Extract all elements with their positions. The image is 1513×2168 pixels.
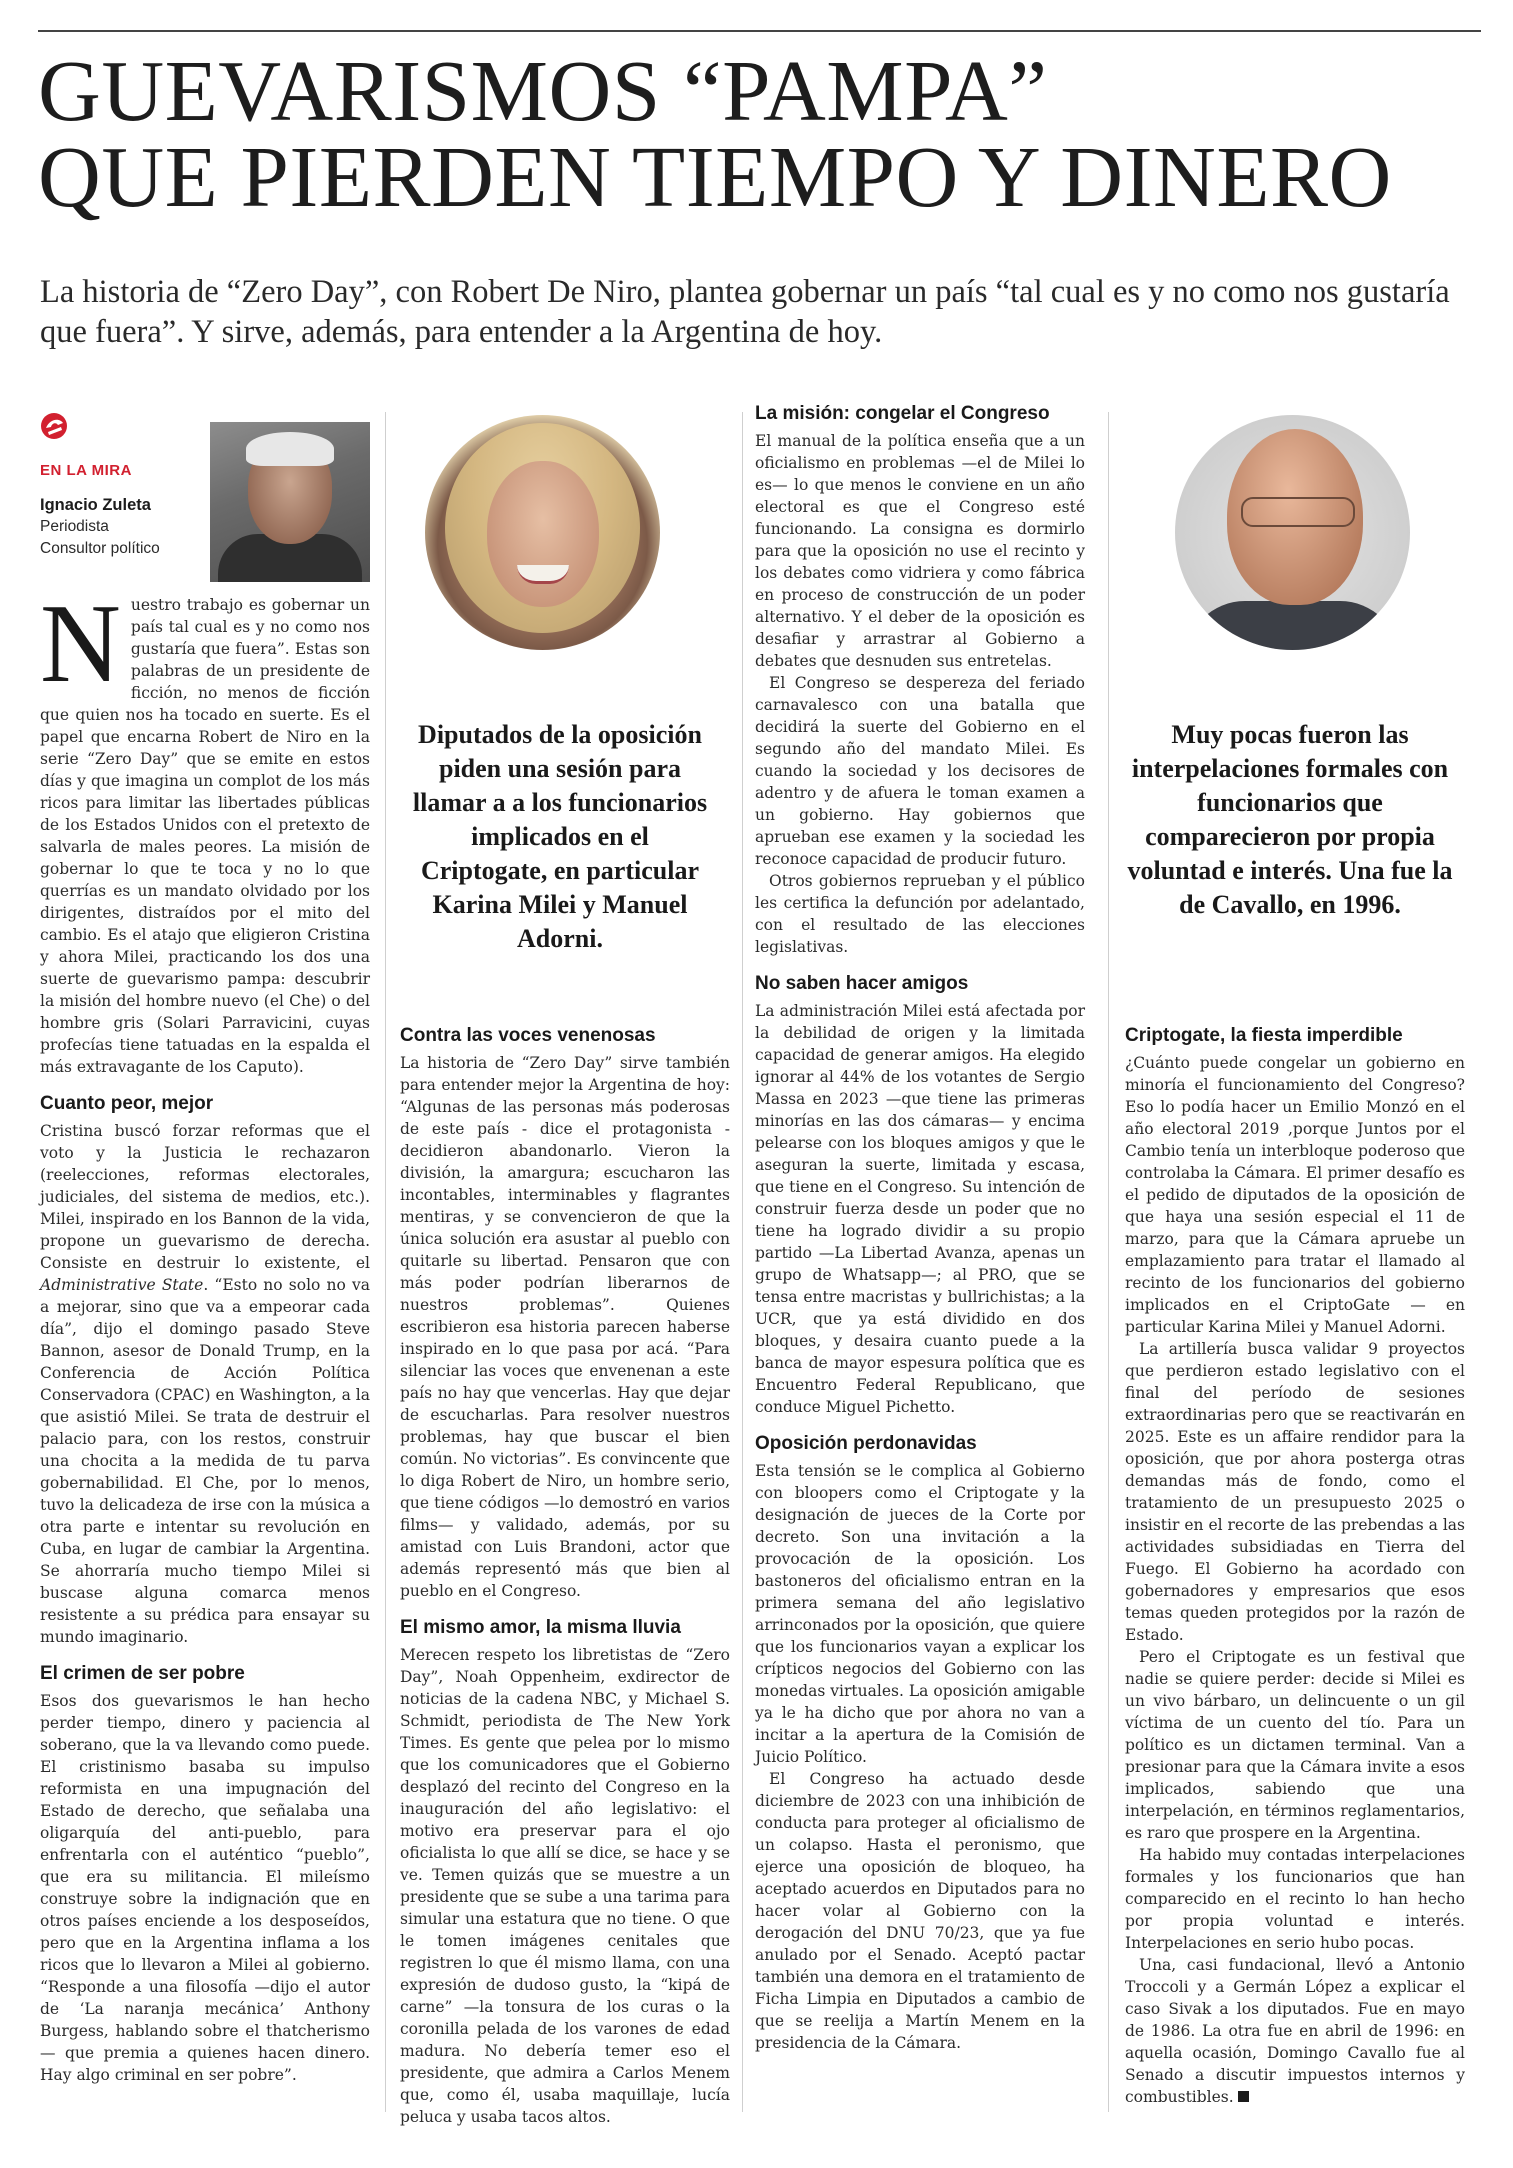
column-divider xyxy=(1108,412,1109,2112)
subhead: Cuanto peor, mejor xyxy=(40,1093,214,1114)
subhead: El mismo amor, la misma lluvia xyxy=(400,1617,681,1638)
body-paragraph: La artillería busca validar 9 proyectos que perdieron estado legislativo con el final del período de sesiones extraordinarias pero que se reactivarán en 2025. Este es un affaire rendidor para la oposición, que por ahora posterga otras demandas más de fondo, como el tratamiento de un presupuesto 2025 o insistir en el recorte de las prebendas a las actividades subsidiadas en Tierra del Fuego. El Gobierno ha acordado con gobernadores y empresarios que esos temas queden protegidos por la razón de Estado. xyxy=(1125,1340,1465,1644)
subhead: El crimen de ser pobre xyxy=(40,1663,245,1684)
body-paragraph: Esta tensión se le complica al Gobierno con bloopers como el Criptogate y la designación de jueces de la Corte por decreto. Son una invitación a la provocación de la oposición. Los bastoneros del oficialismo entran en la primera semana del año legislativo arrinconados por la oposición, que quiere que los funcionarios vayan a explicar los crípticos negocios del Gobierno con las monedas virtuales. La oposición amigable ya le ha dicho que por ahora no van a incitar a la apertura de la Comisión de Juicio Político. xyxy=(755,1462,1085,1766)
pullquote: Muy pocas fueron las interpelaciones formales con funcionarios que comparecieron por propia voluntad e interés. Una fue la de Cavallo, en 1996. xyxy=(1127,720,1453,919)
end-mark xyxy=(1238,2091,1249,2102)
headline xyxy=(38,42,1478,225)
lead-paragraph: Nuestro trabajo es gobernar un país tal cual es y no como nos gustaría que fuera”. Estas son palabras de un presidente de ficción, no menos de ficción que quien nos ha tocado en suerte. Es el papel que encarna Robert de Niro en la serie “Zero Day” que se emite en estos días y que imagina un complot de los más ricos para limitar las libertades públicas de los Estados Unidos con el pretexto de salvarla de males peores. La misión de gobernar lo que te toca y no lo que querrías es un mandato olvidado por los dirigentes, distraídos por el mito del cambio. Es el atajo que eligieron Cristina y ahora Milei, practicando los dos una suerte de guevarismo pampa: descubrir la misión del hombre nuevo (el Che) o del hombre gris (Solari Parravicini, cuyas profecías tiene tatuadas en la espalda el más extravagante de los Caputo). xyxy=(40,582,370,1076)
dropcap: N xyxy=(40,582,121,706)
body-paragraph: El Congreso ha actuado desde diciembre de 2023 con una inhibición de conducta para proteger al oficialismo de un colapso. Hasta el peronismo, que ejerce una oposición de bloqueo, ha aceptado acuerdos en Diputados para no hacer volar al Gobierno con la derogación del DNU 70/23, que ya fue anulado por el Senado. Aceptó pactar también una demora en el tratamiento de Ficha Limpia en Diputados a cambio de que se reelija a Martín Menem en la presidencia de la Cámara. xyxy=(755,1770,1085,2052)
body-paragraph: Otros gobiernos reprueban y el público les certifica la defunción por adelantado, con el resultado de las elecciones legislativas. xyxy=(755,872,1085,956)
headline-line-1: GUEVARISMOS “PAMPA” xyxy=(38,42,1048,139)
body-paragraph: ¿Cuánto puede congelar un gobierno en minoría el funcionamiento del Congreso? Eso lo podía hacer un Emilio Monzó en el año electoral 2019 ,porque Juntos por el Cambio tenía un interbloque poderoso que controlaba la Cámara. El primer desafío es el pedido de diputados de la oposición de que haya una sesión especial el 11 de marzo, para que la Cámara apruebe un emplazamiento para tratar el llamado al recinto de los funcionarios del gobierno implicados en el CriptoGate — en particular Karina Milei y Manuel Adorni. xyxy=(1125,1054,1465,1336)
clarin-logo-icon xyxy=(40,412,68,440)
headline-line-2: QUE PIERDEN TIEMPO Y DINERO xyxy=(38,128,1392,225)
deck: La historia de “Zero Day”, con Robert De Niro, plantea gobernar un país “tal cual es y no como nos gustaría que fuera”. Y sirve, además, para entender a la Argentina de hoy. xyxy=(40,274,1450,350)
section-kicker: EN LA MIRA xyxy=(40,462,132,479)
subhead: Criptogate, la fiesta imperdible xyxy=(1125,1025,1403,1046)
body-paragraph: Ha habido muy contadas interpelaciones formales y los funcionarios que han comparecido en el recinto lo han hecho por propia voluntad e interés. Interpelaciones en serio hubo pocas. xyxy=(1125,1846,1465,1952)
body-paragraph: El Congreso se despereza del feriado carnavalesco con una batalla que decidirá la suerte del Gobierno en el segundo año del mandato Milei. Es cuando la sociedad y los decisores de adentro y de afuera le toman examen a un gobierno. Hay gobiernos que aprueban ese examen y la sociedad les reconoce capacidad de producir futuro. xyxy=(755,674,1085,868)
body-paragraph: El manual de la política enseña que a un oficialismo en problemas —el de Milei lo es— lo que menos le conviene en un año electoral es que el Congreso esté funcionando. La consigna es dormirlo para que la oposición no use el recinto y los debates como vidriera y como fábrica en proceso de construcción de un poder alternativo. Y el deber de la oposición es desafiar y arrastrar al Gobierno a debates que desnuden sus entretelas. xyxy=(755,432,1085,670)
subhead: Contra las voces venenosas xyxy=(400,1025,656,1046)
column-divider xyxy=(742,412,743,2112)
column-1 xyxy=(40,412,370,2086)
body-paragraph: Cristina buscó forzar reformas que el voto y la Justicia le rechazaron (reelecciones, reformas electorales, judiciales, del sistema de medios, etc.). Milei, inspirado en los Bannon de la vida, propone un guevarismo de derecha. Consiste en destruir lo existente, el Administrative State. “Esto no solo no va a mejorar, sino que va a empeorar cada día”, dijo el domingo pasado Steve Bannon, asesor de Donald Trump, en la Conferencia de Acción Política Conservadora (CPAC) en Washington, a la que asistió Milei. Se trata de destruir el palacio para, con los restos, construir una chocita a la medida de tu parva gobernabilidad. El Che, por lo menos, tuvo la delicadeza de irse con la música a otra parte e intentar su revolución en Cuba, en lugar de cambiar la Argentina. Se ahorraría mucho tiempo Milei si buscase alguna comarca menos resistente a su prédica para ensayar su mundo imaginario. xyxy=(40,1122,370,1646)
body-paragraph: Una, casi fundacional, llevó a Antonio Troccoli y a Germán López a explicar el caso Sivak a los diputados. Fue en mayo de 1986. La otra fue en abril de 1996: en aquella ocasión, Domingo Cavallo fue al Senado a discutir impuestos internos y combustibles. xyxy=(1125,1956,1465,2106)
column-2 xyxy=(400,1010,730,2128)
column-divider xyxy=(385,412,386,2112)
body-paragraph: Pero el Criptogate es un festival que nadie se quiere perder: decide si Milei es un vivo bárbaro, un delincuente o un gil víctima de un cuento del tío. Para un político es un dictamen terminal. Van a presionar para que la Cámara invite a esos implicados, sabiendo que una interpelación, en términos reglamentarios, es raro que prospere en la Argentina. xyxy=(1125,1648,1465,1842)
pullquote: Diputados de la oposición piden una sesión para llamar a a los funcionarios implicados en el Criptogate, en particular Karina Milei y Manuel Adorni. xyxy=(412,720,708,953)
subhead: No saben hacer amigos xyxy=(755,973,969,994)
body-paragraph: Esos dos guevarismos le han hecho perder tiempo, dinero y paciencia al soberano, que la va llevando como puede. El cristinismo basaba su impulso reformista en una impugnación del Estado de derecho, que señalaba una oligarquía del anti-pueblo, para enfrentarla con el auténtico “pueblo”, que era su militancia. El mileísmo construye sobre la indignación que en otros países enciende a los desposeídos, pero que en la Argentina inflama a los ricos que lo llevaron a Milei al gobierno. “Responde a una filosofía —dijo el autor de ‘La naranja mecánica’ Anthony Burgess, hablando sobre el thatcherismo— que premia a quienes hacen dinero. Hay algo criminal en ser pobre”. xyxy=(40,1692,370,2084)
subhead: Oposición perdonavidas xyxy=(755,1433,977,1454)
top-rule xyxy=(38,30,1481,32)
portrait-photo-woman xyxy=(425,415,660,650)
author-box xyxy=(40,412,370,582)
author-photo xyxy=(210,422,370,582)
body-paragraph: La administración Milei está afectada por la debilidad de origen y la limitada capacidad de generar amigos. Ha elegido ignorar al 44% de los votantes de Sergio Massa en 2023 —que tiene las primeras minorías en las dos cámaras— y encima pelearse con los bloques amigos y que le aseguran la suerte, limitada y escasa, que tiene en el Congreso. Su intención de construir fuerza desde un poder que no tiene ha logrado dividir a su propio partido —La Libertad Avanza, apenas un grupo de Whatsapp—; al PRO, que se tensa entre macristas y bullrichistas; a la UCR, que ya está dividido en dos bloques, y desaira cuanto puede a la banca de mayor espesura política que es Encuentro Federal Republicano, que conduce Miguel Pichetto. xyxy=(755,1002,1085,1416)
subhead: La misión: congelar el Congreso xyxy=(755,403,1050,424)
body-paragraph: La historia de “Zero Day” sirve también para entender mejor la Argentina de hoy: “Algunas de las personas más poderosas de este país - dice el protagonista - decidieron abandonarlo. Vieron la división, la amargura; escucharon las incontables, interminables y flagrantes mentiras, y se convencieron de que la única solución era asustar al pueblo con quitarle su libertad. Pensaron que con más poder podrían liberarnos de nuestros problemas”. Quienes escribieron esa historia parecen haberse inspirado en lo que pasa por acá. “Para silenciar las voces que envenenan a este país no hay que vencerlas. Hay que dejar de escucharlas. Para resolver nuestros problemas, hay que buscar el bien común. No victorias”. Es convincente que lo diga Robert de Niro, un hombre serio, que tiene códigos —lo demostró en varios films— y validado, además, por su amistad con Luis Brandoni, actor que además representó más que bien al pueblo en el Congreso. xyxy=(400,1054,730,1600)
column-4 xyxy=(1125,1010,1465,2108)
body-paragraph: Merecen respeto los libretistas de “Zero Day”, Noah Oppenheim, exdirector de noticias de la cadena NBC, y Michael S. Schmidt, periodista de The New York Times. Es gente que pelea por lo mismo que los comunicadores que el Gobierno desplazó del recinto del Congreso en la inauguración del año legislativo: el motivo era preservar para el ojo oficialista lo que allí se dice, se hace y se ve. Temen quizás que se muestre a un presidente que se sube a una tarima para simular una estatura que no tiene. O que le tomen imágenes cenitales que registren lo que él mismo llama, con una expresión de dudoso gusto, la “kipá de carne” —la tonsura de los curas o la coronilla pelada de los varones de edad madura. No debería temer eso el presidente, que admira a Carlos Menem que, como él, usaba maquillaje, lucía peluca y usaba tacos altos. xyxy=(400,1646,730,2126)
author-role: Consultor político xyxy=(40,540,160,557)
author-name: Ignacio Zuleta xyxy=(40,496,151,514)
author-role: Periodista xyxy=(40,518,109,535)
column-3 xyxy=(755,402,1085,2054)
portrait-photo-man xyxy=(1175,415,1410,650)
